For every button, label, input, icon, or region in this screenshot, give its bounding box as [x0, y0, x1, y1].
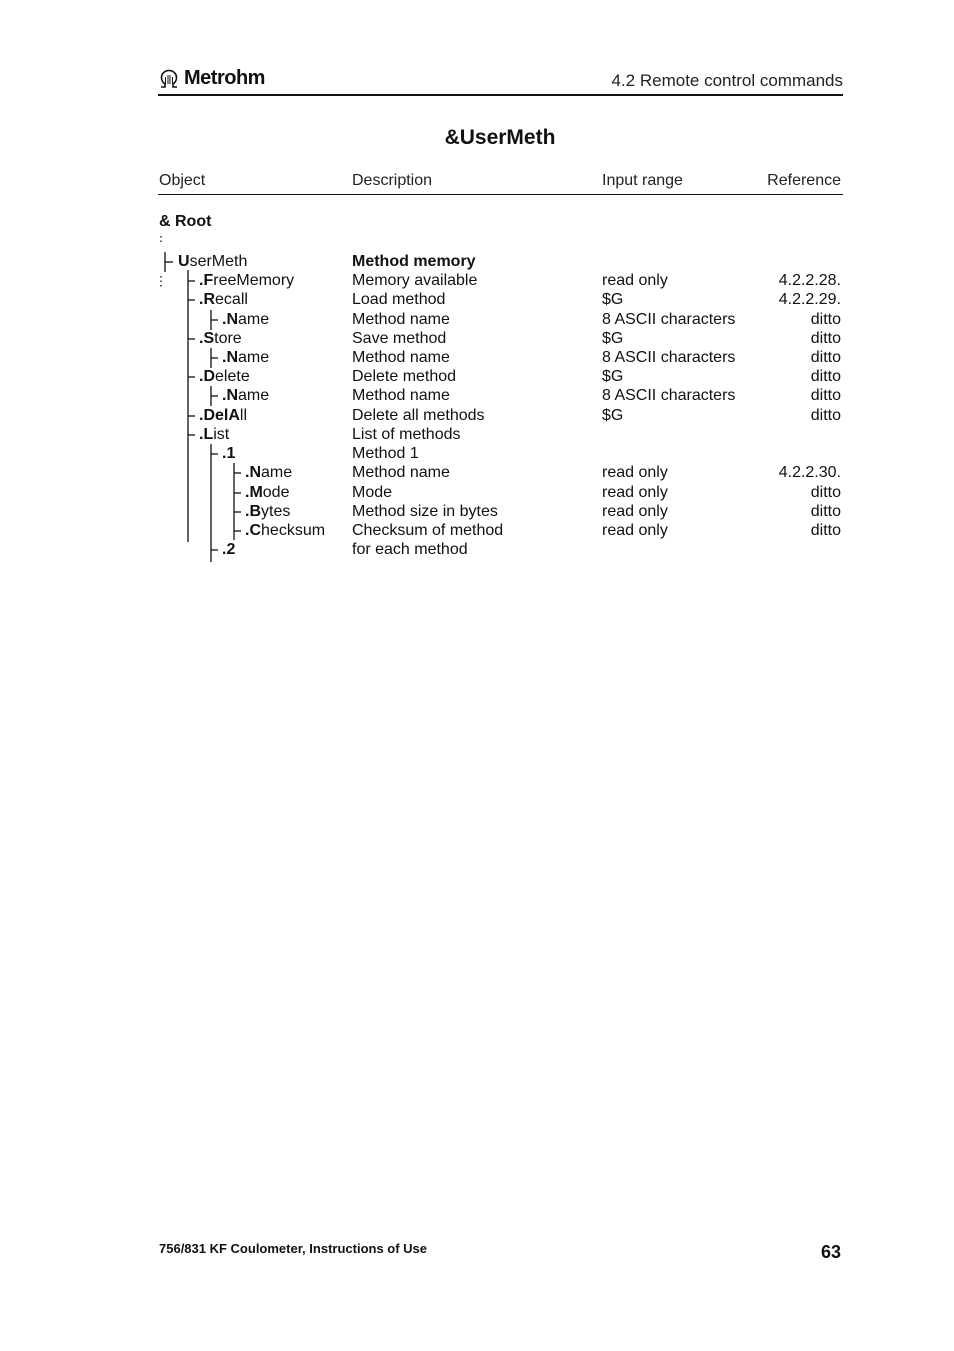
- column-header-input-range: Input range: [602, 172, 683, 189]
- reference-cell: 4.2.2.28.: [778, 272, 841, 289]
- table-row: [0, 329, 954, 348]
- description-cell: Load method: [352, 291, 446, 308]
- object-rest: ame: [238, 349, 270, 366]
- table-row: [0, 483, 954, 502]
- object-rest: ecall: [215, 291, 248, 308]
- object-name: [199, 425, 229, 444]
- input-range-cell: read only: [602, 503, 668, 520]
- input-range-cell: $G: [602, 330, 624, 347]
- object-name: [222, 540, 235, 559]
- object-rest: ame: [238, 387, 270, 404]
- table-row: [0, 252, 954, 271]
- object-key: N: [226, 387, 239, 404]
- object-prefix: .: [245, 484, 250, 501]
- input-range-cell: $G: [602, 291, 624, 308]
- reference-cell: ditto: [810, 522, 841, 539]
- object-key: N: [226, 311, 239, 328]
- table-row: [0, 367, 954, 386]
- reference-cell: ditto: [810, 407, 841, 424]
- object-name: [222, 386, 269, 405]
- object-name: [245, 483, 289, 502]
- input-range-cell: 8 ASCII characters: [602, 349, 736, 366]
- object-name: [199, 367, 250, 386]
- root-label: & Root: [159, 213, 212, 230]
- section-label: 4.2 Remote control commands: [611, 71, 843, 90]
- object-name: [245, 463, 292, 482]
- column-header-description: Description: [352, 172, 433, 189]
- object-name: [199, 329, 242, 348]
- description-cell: Delete method: [352, 368, 457, 385]
- description-cell: Memory available: [352, 272, 478, 289]
- object-prefix: .: [199, 330, 204, 347]
- object-rest: ytes: [261, 503, 291, 520]
- table-row: [0, 540, 954, 559]
- object-rest: tore: [214, 330, 242, 347]
- object-rest: elete: [215, 368, 250, 385]
- object-prefix: .: [222, 311, 227, 328]
- object-prefix: .: [199, 407, 204, 424]
- object-key: D: [203, 368, 216, 385]
- brand-name: Metrohm: [184, 67, 265, 89]
- object-prefix: .: [245, 522, 250, 539]
- description-cell: List of methods: [352, 426, 461, 443]
- object-name: [178, 252, 247, 271]
- table-row: [0, 502, 954, 521]
- object-prefix: .: [199, 426, 204, 443]
- column-header-reference: Reference: [767, 172, 841, 189]
- object-rest: ist: [213, 426, 230, 443]
- object-key: F: [203, 272, 214, 289]
- description-cell: Method name: [352, 464, 450, 481]
- input-range-cell: 8 ASCII characters: [602, 311, 736, 328]
- table-row: [0, 425, 954, 444]
- description-cell: Method memory: [352, 253, 476, 270]
- object-prefix: .: [199, 291, 204, 308]
- object-prefix: .: [245, 464, 250, 481]
- footer-document-title: 756/831 KF Coulometer, Instructions of Use: [159, 1241, 428, 1256]
- description-cell: Method 1: [352, 445, 419, 462]
- object-key: U: [178, 253, 190, 270]
- reference-cell: ditto: [810, 484, 841, 501]
- object-key: R: [203, 291, 216, 308]
- table-row: [0, 444, 954, 463]
- input-range-cell: read only: [602, 272, 668, 289]
- reference-cell: ditto: [810, 349, 841, 366]
- description-cell: Mode: [352, 484, 393, 501]
- object-prefix: .: [222, 387, 227, 404]
- description-cell: Method size in bytes: [352, 503, 498, 520]
- object-rest: ll: [239, 407, 248, 424]
- object-prefix: .: [199, 272, 204, 289]
- reference-cell: 4.2.2.30.: [778, 464, 841, 481]
- input-range-cell: 8 ASCII characters: [602, 387, 736, 404]
- input-range-cell: read only: [602, 484, 668, 501]
- object-rest: ode: [262, 484, 290, 501]
- brand-logo: [158, 67, 265, 90]
- object-name: [199, 290, 248, 309]
- object-prefix: .: [222, 445, 227, 462]
- description-cell: Method name: [352, 349, 450, 366]
- object-key: DelA: [203, 407, 240, 424]
- object-prefix: .: [222, 541, 227, 558]
- object-name: [222, 348, 269, 367]
- object-rest: reeMemory: [213, 272, 295, 289]
- table-row: [0, 290, 954, 309]
- object-key: S: [203, 330, 215, 347]
- reference-cell: 4.2.2.29.: [778, 291, 841, 308]
- table-row: [0, 386, 954, 405]
- omega-logo-icon: [158, 68, 180, 90]
- column-header-object: Object: [159, 172, 206, 189]
- object-name: [245, 521, 325, 540]
- input-range-cell: $G: [602, 368, 624, 385]
- object-prefix: .: [199, 368, 204, 385]
- object-rest: serMeth: [189, 253, 248, 270]
- reference-cell: ditto: [810, 387, 841, 404]
- input-range-cell: $G: [602, 407, 624, 424]
- object-name: [199, 406, 247, 425]
- description-cell: for each method: [352, 541, 468, 558]
- description-cell: Delete all methods: [352, 407, 485, 424]
- object-rest: hecksum: [261, 522, 326, 539]
- table-row: [0, 521, 954, 540]
- object-key: 1: [226, 445, 236, 462]
- object-name: [222, 444, 235, 463]
- input-range-cell: read only: [602, 464, 668, 481]
- object-name: [222, 310, 269, 329]
- object-key: C: [249, 522, 262, 539]
- object-key: L: [203, 426, 214, 443]
- object-name: [199, 271, 294, 290]
- table-row: [0, 271, 954, 290]
- reference-cell: ditto: [810, 311, 841, 328]
- object-prefix: .: [245, 503, 250, 520]
- description-cell: Method name: [352, 387, 450, 404]
- object-key: N: [226, 349, 239, 366]
- object-rest: ame: [238, 311, 270, 328]
- table-row: [0, 463, 954, 482]
- page-number: 63: [820, 1242, 841, 1262]
- object-key: N: [249, 464, 262, 481]
- page-title: &UserMeth: [444, 126, 556, 149]
- reference-cell: ditto: [810, 503, 841, 520]
- page-header: [158, 62, 843, 96]
- table-row: [0, 348, 954, 367]
- description-cell: Method name: [352, 311, 450, 328]
- table-row: [0, 406, 954, 425]
- reference-cell: ditto: [810, 330, 841, 347]
- column-header-rule: [158, 194, 843, 195]
- description-cell: Save method: [352, 330, 447, 347]
- object-name: [245, 502, 290, 521]
- description-cell: Checksum of method: [352, 522, 504, 539]
- object-key: 2: [226, 541, 236, 558]
- object-prefix: .: [222, 349, 227, 366]
- reference-cell: ditto: [810, 368, 841, 385]
- object-key: B: [249, 503, 262, 520]
- object-key: M: [249, 484, 263, 501]
- table-row: [0, 310, 954, 329]
- input-range-cell: read only: [602, 522, 668, 539]
- object-rest: ame: [261, 464, 293, 481]
